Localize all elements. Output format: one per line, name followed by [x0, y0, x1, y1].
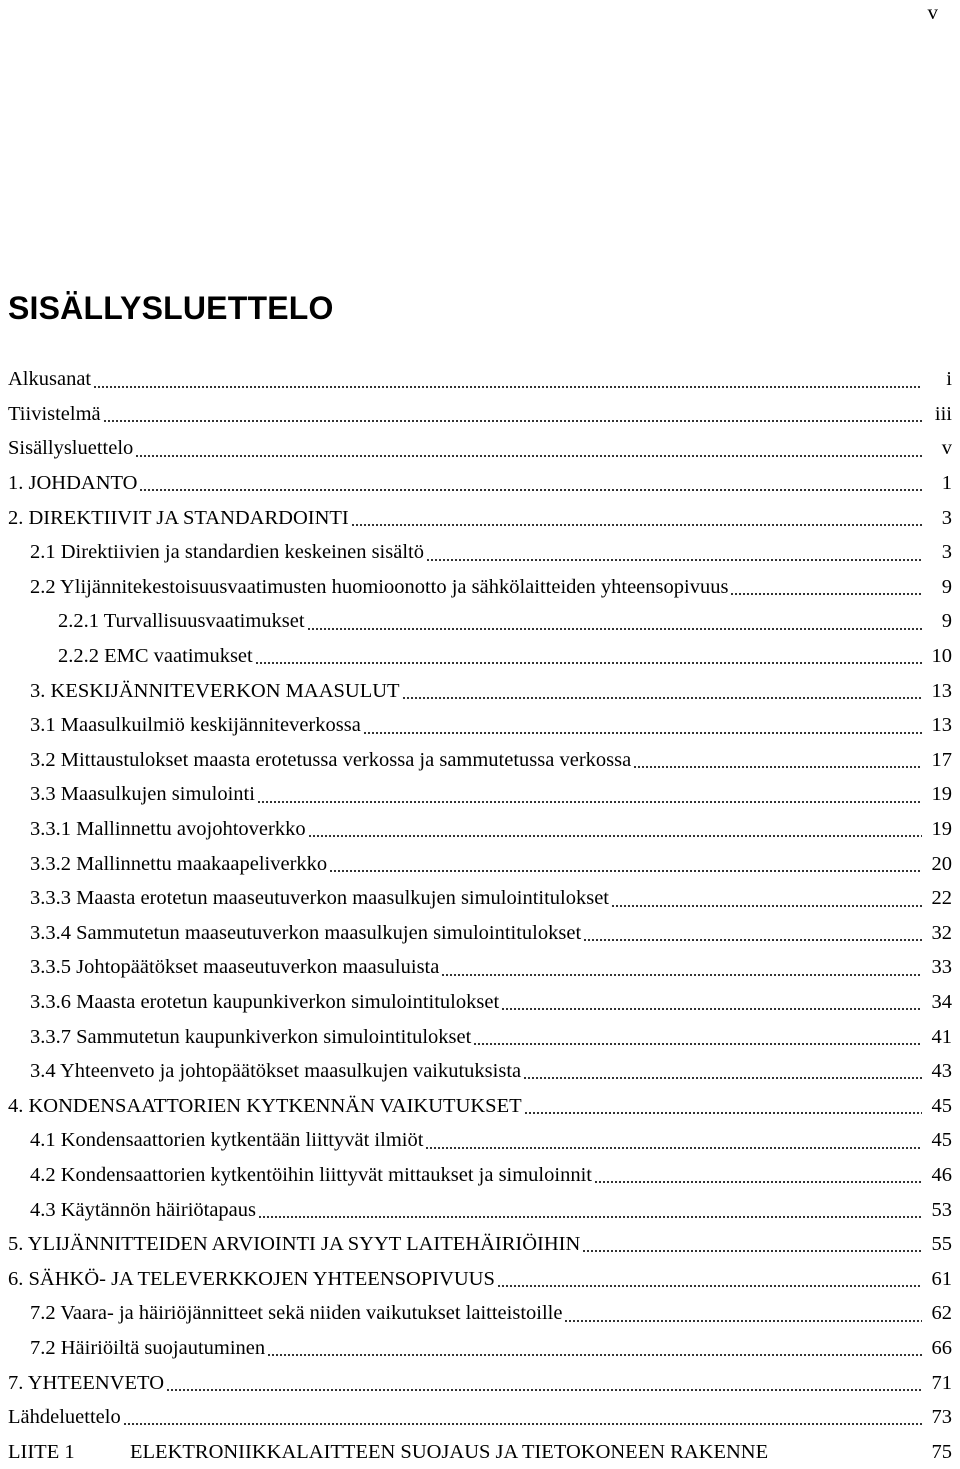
dot-leader — [103, 420, 922, 422]
dot-leader — [308, 835, 922, 837]
toc-entry-page-number: 3 — [941, 506, 952, 529]
toc-entry[interactable] — [0, 743, 960, 778]
dot-leader — [363, 732, 922, 734]
toc-entry-page-number: 53 — [931, 1198, 952, 1221]
dot-leader — [402, 697, 922, 699]
toc-entry-page-number: 45 — [931, 1094, 952, 1117]
dot-leader — [258, 1216, 922, 1218]
toc-entry-title: 2.2.2 EMC vaatimukset — [58, 645, 253, 668]
dot-leader — [497, 1285, 922, 1287]
toc-entry[interactable] — [0, 812, 960, 847]
dot-leader — [307, 628, 922, 630]
dot-leader — [441, 974, 922, 976]
toc-entry-page-number: 10 — [931, 645, 952, 668]
toc-entry-page-number: 46 — [931, 1163, 952, 1186]
toc-entry-title: 3.3 Maasulkujen simulointi — [30, 783, 255, 806]
toc-appendix-entry[interactable] — [0, 1434, 960, 1469]
toc-entry-page-number: 19 — [931, 818, 952, 841]
dot-leader — [135, 455, 922, 457]
toc-entry[interactable] — [0, 673, 960, 708]
appendix-label: LIITE 1 — [8, 1440, 75, 1463]
toc-entry-page-number: 45 — [931, 1129, 952, 1152]
dot-leader — [501, 1008, 922, 1010]
dot-leader — [426, 559, 922, 561]
toc-entry[interactable] — [0, 570, 960, 605]
toc-entry-page-number: 73 — [931, 1406, 952, 1429]
toc-entry[interactable] — [0, 1192, 960, 1227]
toc-entry-title: 3.3.7 Sammutetun kaupunkiverkon simulointitulokset — [30, 1025, 472, 1048]
toc-entry-title: 7. YHTEENVETO — [8, 1371, 165, 1394]
toc-entry-page-number: 32 — [931, 921, 952, 944]
toc-entry-title: 3.1 Maasulkuilmiö keskijänniteverkossa — [30, 714, 361, 737]
toc-entry-title: 2.1 Direktiivien ja standardien keskeinen sisältö — [30, 541, 424, 564]
toc-entry[interactable] — [0, 362, 960, 397]
toc-entry-page-number: 33 — [931, 956, 952, 979]
appendix-title: ELEKTRONIIKKALAITTEEN SUOJAUS JA TIETOKONEEN RAKENNE — [130, 1440, 769, 1463]
toc-entry-title: 6. SÄHKÖ- JA TELEVERKKOJEN YHTEENSOPIVUUS — [8, 1267, 495, 1290]
toc-entry[interactable] — [0, 1054, 960, 1089]
toc-entry[interactable] — [0, 466, 960, 501]
dot-leader — [523, 1077, 922, 1079]
toc-entry[interactable] — [0, 1331, 960, 1366]
toc-entry-page-number: v — [941, 437, 952, 460]
dot-leader — [257, 801, 922, 803]
toc-entry[interactable] — [0, 777, 960, 812]
toc-entry-page-number: 55 — [931, 1233, 952, 1256]
dot-leader — [123, 1423, 922, 1425]
toc-entry[interactable] — [0, 1227, 960, 1262]
toc-entry[interactable] — [0, 604, 960, 639]
toc-entry[interactable] — [0, 708, 960, 743]
dot-leader — [351, 524, 922, 526]
toc-entry-page-number: 13 — [931, 714, 952, 737]
toc-entry-title: 3.3.6 Maasta erotetun kaupunkiverkon simulointitulokset — [30, 990, 500, 1013]
toc-entry-page-number: 66 — [931, 1336, 952, 1359]
toc-entry[interactable] — [0, 1158, 960, 1193]
toc-entry[interactable] — [0, 1019, 960, 1054]
toc-entry[interactable] — [0, 500, 960, 535]
dot-leader — [329, 870, 922, 872]
dot-leader — [425, 1147, 922, 1149]
toc-entry-title: 3.3.4 Sammutetun maaseutuverkon maasulkujen simulointitulokset — [30, 921, 582, 944]
toc-entry-title: 4.1 Kondensaattorien kytkentään liittyvät ilmiöt — [30, 1129, 424, 1152]
toc-entry[interactable] — [0, 1261, 960, 1296]
toc-entry-title: Alkusanat — [8, 368, 92, 391]
toc-entry-page-number: 20 — [931, 852, 952, 875]
dot-leader — [255, 662, 922, 664]
page-number: v — [927, 0, 938, 24]
toc-entry-title: 3.3.2 Mallinnettu maakaapeliverkko — [30, 852, 328, 875]
toc-entry[interactable] — [0, 535, 960, 570]
toc-entry-page-number: 3 — [941, 541, 952, 564]
toc-entry-page-number: 9 — [941, 610, 952, 633]
toc-entry[interactable] — [0, 639, 960, 674]
dot-leader — [583, 939, 922, 941]
table-of-contents — [0, 362, 960, 1469]
toc-entry[interactable] — [0, 985, 960, 1020]
toc-entry-title: 7.2 Vaara- ja häiriöjännitteet sekä niiden vaikutukset laitteistoille — [30, 1302, 563, 1325]
toc-entry-title: 2. DIREKTIIVIT JA STANDARDOINTI — [8, 506, 349, 529]
toc-entry-page-number: 1 — [941, 472, 952, 495]
toc-entry-page-number: 9 — [941, 575, 952, 598]
toc-entry[interactable] — [0, 397, 960, 432]
toc-entry-title: 1. JOHDANTO — [8, 472, 138, 495]
toc-entry[interactable] — [0, 916, 960, 951]
dot-leader — [139, 489, 922, 491]
toc-entry[interactable] — [0, 1296, 960, 1331]
toc-entry[interactable] — [0, 846, 960, 881]
dot-leader — [582, 1250, 922, 1252]
toc-entry-page-number: 13 — [931, 679, 952, 702]
dot-leader — [611, 905, 922, 907]
toc-entry-title: 2.2 Ylijännitekestoisuusvaatimusten huomioonotto ja sähkölaitteiden yhteensopivuus — [30, 575, 729, 598]
toc-entry-title: 3.3.5 Johtopäätökset maaseutuverkon maasuluista — [30, 956, 440, 979]
toc-entry-title: 4.2 Kondensaattorien kytkentöihin liittyvät mittaukset ja simuloinnit — [30, 1163, 592, 1186]
toc-entry-title: 3. KESKIJÄNNITEVERKON MAASULUT — [30, 679, 400, 702]
toc-entry-title: 4. KONDENSAATTORIEN KYTKENNÄN VAIKUTUKSET — [8, 1094, 522, 1117]
toc-entry-title: 7.2 Häiriöiltä suojautuminen — [30, 1336, 266, 1359]
toc-entry-page-number: 34 — [931, 990, 952, 1013]
toc-entry[interactable] — [0, 1123, 960, 1158]
toc-entry-page-number: iii — [934, 402, 952, 425]
dot-leader — [267, 1354, 922, 1356]
toc-entry[interactable] — [0, 1400, 960, 1435]
dot-leader — [730, 593, 922, 595]
toc-entry-page-number: 61 — [931, 1267, 952, 1290]
toc-entry[interactable] — [0, 431, 960, 466]
appendix-page-number: 75 — [931, 1440, 952, 1463]
toc-entry-title: Sisällysluettelo — [8, 437, 134, 460]
toc-entry[interactable] — [0, 950, 960, 985]
toc-entry-page-number: 22 — [931, 887, 952, 910]
dot-leader — [93, 386, 922, 388]
toc-entry[interactable] — [0, 881, 960, 916]
toc-entry-title: 5. YLIJÄNNITTEIDEN ARVIOINTI JA SYYT LAITEHÄIRIÖIHIN — [8, 1233, 581, 1256]
toc-entry-page-number: 41 — [931, 1025, 952, 1048]
page-title: SISÄLLYSLUETTELO — [8, 290, 334, 326]
toc-entry-page-number: i — [946, 368, 952, 391]
toc-entry-title: 3.2 Mittaustulokset maasta erotetussa verkossa ja sammutetussa verkossa — [30, 748, 632, 771]
toc-entry-page-number: 62 — [931, 1302, 952, 1325]
toc-entry-title: 4.3 Käytännön häiriötapaus — [30, 1198, 257, 1221]
dot-leader — [594, 1181, 922, 1183]
toc-entry-title: Lähdeluettelo — [8, 1406, 121, 1429]
dot-leader — [633, 766, 922, 768]
dot-leader — [524, 1112, 922, 1114]
toc-entry-page-number: 17 — [931, 748, 952, 771]
toc-entry-title: 3.4 Yhteenveto ja johtopäätökset maasulkujen vaikutuksista — [30, 1060, 522, 1083]
toc-entry-title: 3.3.3 Maasta erotetun maaseutuverkon maasulkujen simulointitulokset — [30, 887, 610, 910]
toc-entry-page-number: 19 — [931, 783, 952, 806]
toc-entry-page-number: 43 — [931, 1060, 952, 1083]
toc-entry-title: Tiivistelmä — [8, 402, 101, 425]
toc-entry-title: 3.3.1 Mallinnettu avojohtoverkko — [30, 818, 306, 841]
dot-leader — [166, 1389, 922, 1391]
toc-entry-title: 2.2.1 Turvallisuusvaatimukset — [58, 610, 305, 633]
toc-entry[interactable] — [0, 1088, 960, 1123]
toc-entry[interactable] — [0, 1365, 960, 1400]
toc-entry-page-number: 71 — [931, 1371, 952, 1394]
dot-leader — [564, 1320, 922, 1322]
dot-leader — [473, 1043, 922, 1045]
